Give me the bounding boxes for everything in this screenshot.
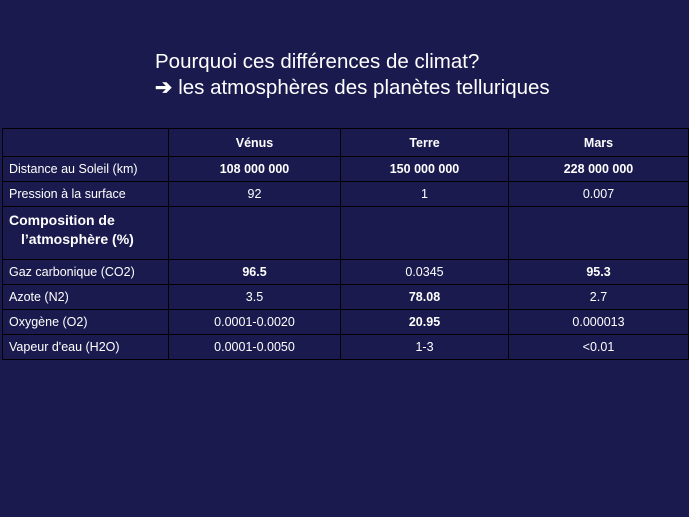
arrow-right-icon: ➔ — [155, 76, 173, 99]
table-cell: 3.5 — [169, 285, 341, 310]
table-cell: <0.01 — [509, 335, 689, 360]
table-cell — [509, 207, 689, 260]
slide-title-line-1: Pourquoi ces différences de climat? — [155, 50, 480, 73]
table-cell: 0.000013 — [509, 310, 689, 335]
table-row — [3, 260, 689, 285]
table-row — [3, 285, 689, 310]
table-cell: 2.7 — [509, 285, 689, 310]
table-cell: 0.0345 — [341, 260, 509, 285]
slide-title-line-2 — [155, 75, 675, 101]
table-row — [3, 182, 689, 207]
section-label-line-2: l’atmosphère (%) — [21, 231, 134, 247]
table-cell: 108 000 000 — [169, 157, 341, 182]
table-section-row — [3, 207, 689, 260]
table-cell: 20.95 — [341, 310, 509, 335]
slide-title — [155, 49, 675, 101]
table-row — [3, 157, 689, 182]
table-cell: 1 — [341, 182, 509, 207]
header-cell-terre: Terre — [341, 129, 509, 157]
table-cell: 0.007 — [509, 182, 689, 207]
section-label — [3, 207, 169, 260]
table-header-row — [3, 129, 689, 157]
table-cell: 0.0001-0.0020 — [169, 310, 341, 335]
section-label-line-1: Composition de — [9, 212, 115, 228]
table-cell: 228 000 000 — [509, 157, 689, 182]
row-label: Azote (N2) — [3, 285, 169, 310]
table-row — [3, 310, 689, 335]
table-cell: 96.5 — [169, 260, 341, 285]
header-cell-venus: Vénus — [169, 129, 341, 157]
header-cell-mars: Mars — [509, 129, 689, 157]
row-label: Vapeur d'eau (H2O) — [3, 335, 169, 360]
row-label: Pression à la surface — [3, 182, 169, 207]
table-cell: 0.0001-0.0050 — [169, 335, 341, 360]
row-label: Oxygène (O2) — [3, 310, 169, 335]
row-label: Distance au Soleil (km) — [3, 157, 169, 182]
slide-subtitle-text: les atmosphères des planètes telluriques — [178, 76, 550, 99]
header-cell-empty — [3, 129, 169, 157]
table-cell: 150 000 000 — [341, 157, 509, 182]
row-label: Gaz carbonique (CO2) — [3, 260, 169, 285]
table-cell: 92 — [169, 182, 341, 207]
table-cell — [341, 207, 509, 260]
table-cell: 95.3 — [509, 260, 689, 285]
planet-atmosphere-table — [2, 128, 689, 360]
table-cell — [169, 207, 341, 260]
table-row — [3, 335, 689, 360]
table-cell: 1-3 — [341, 335, 509, 360]
table-cell: 78.08 — [341, 285, 509, 310]
